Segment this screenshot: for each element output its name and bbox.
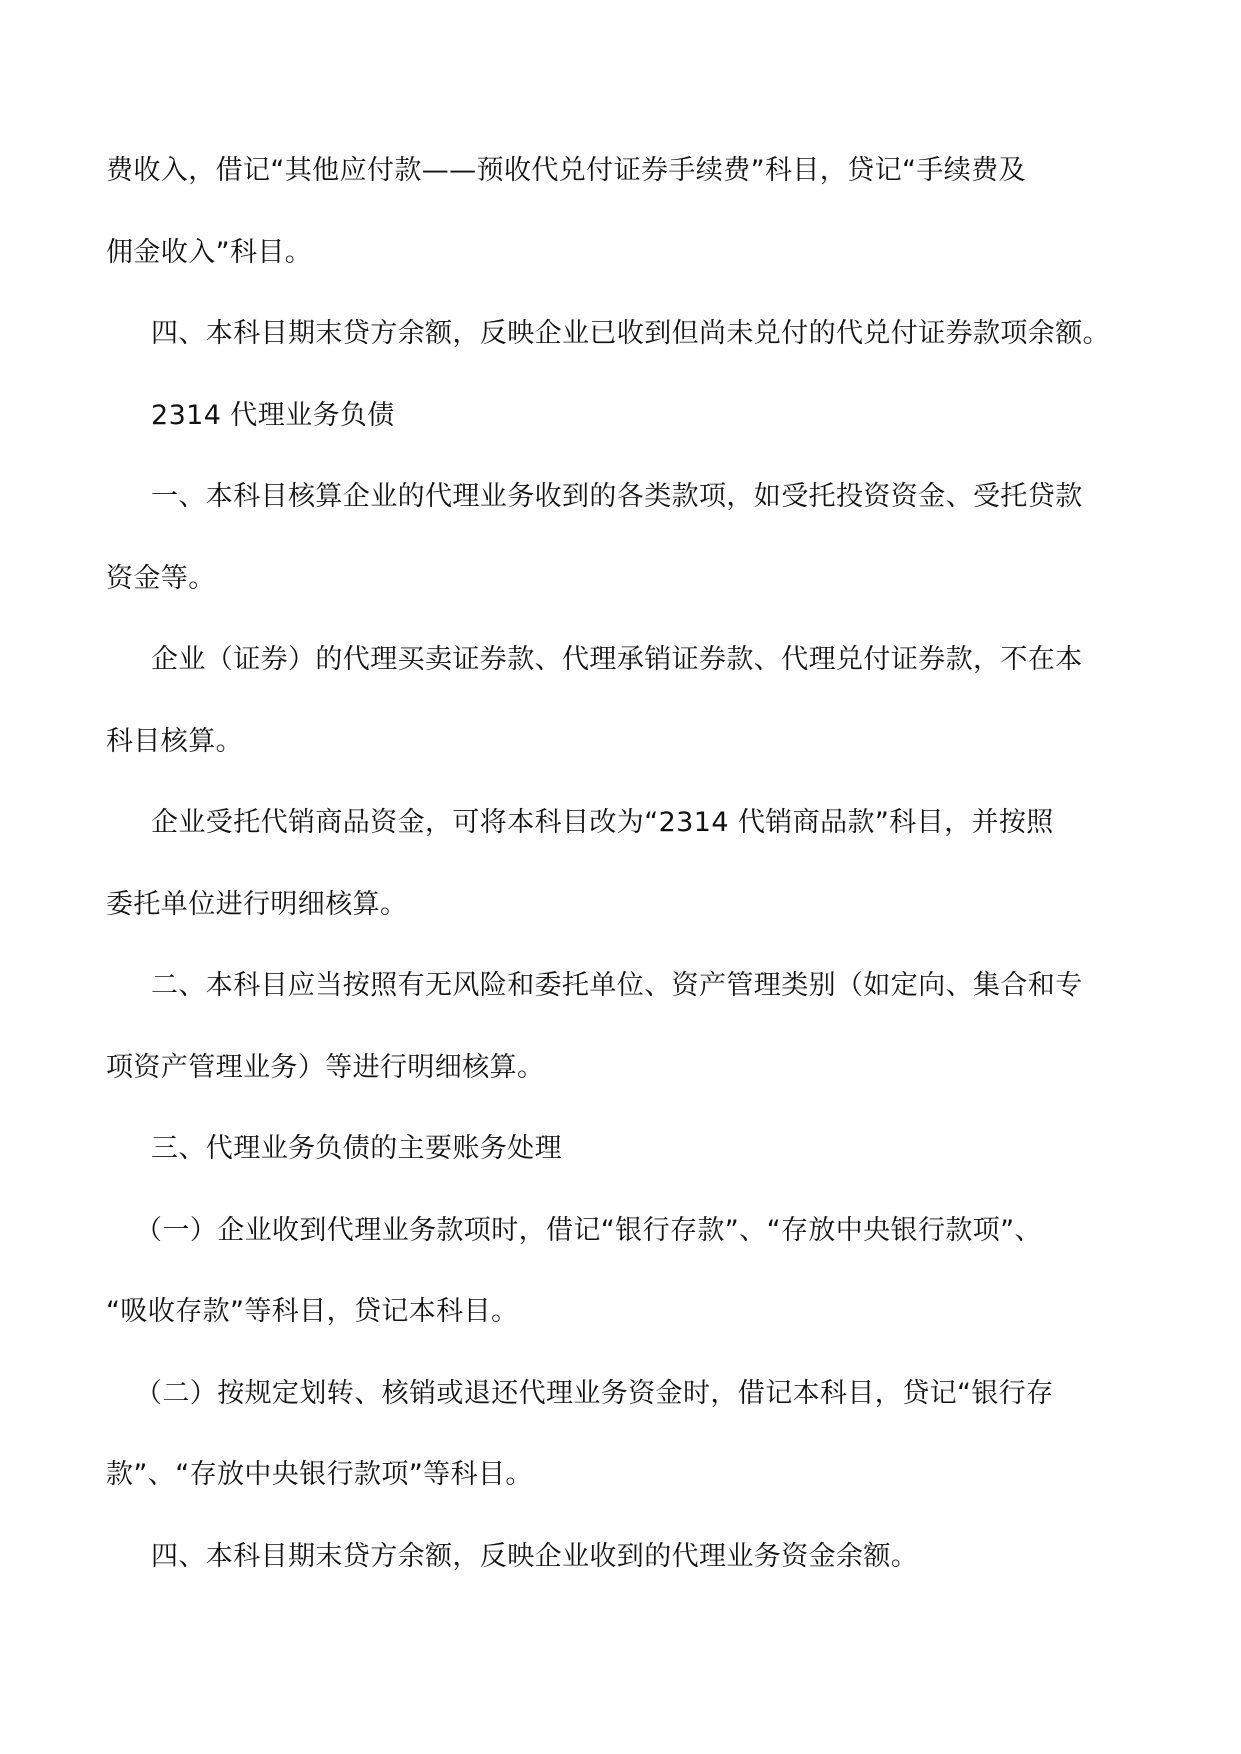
paragraph-line: 企业受托代销商品资金，可将本科目改为“2314 代销商品款”科目，并按照 <box>151 807 1054 838</box>
paragraph-line: “吸收存款”等科目，贷记本科目。 <box>106 1296 519 1327</box>
paragraph-line: （一）企业收到代理业务款项时，借记“银行存款”、“存放中央银行款项”、 <box>135 1214 1042 1246</box>
paragraph-line: 一、本科目核算企业的代理业务收到的各类款项，如受托投资资金、受托贷款 <box>151 481 1083 512</box>
paragraph-line: 科目核算。 <box>106 725 243 757</box>
paragraph-line: 二、本科目应当按照有无风险和委托单位、资产管理类别（如定向、集合和专 <box>151 970 1083 1001</box>
paragraph-line: 四、本科目期末贷方余额，反映企业收到的代理业务资金余额。 <box>151 1540 919 1572</box>
paragraph-line: 三、代理业务负债的主要账务处理 <box>151 1133 562 1164</box>
paragraph-line: 款”、“存放中央银行款项”等科目。 <box>106 1459 533 1490</box>
paragraph-line: 佣金收入”科目。 <box>106 236 313 268</box>
paragraph-line: 委托单位进行明细核算。 <box>106 888 408 920</box>
paragraph-line: 资金等。 <box>106 562 216 594</box>
section-heading: 2314 代理业务负债 <box>151 399 395 431</box>
paragraph-line: 四、本科目期末贷方余额，反映企业已收到但尚未兑付的代兑付证券款项余额。 <box>151 318 1110 349</box>
paragraph-line: 项资产管理业务）等进行明细核算。 <box>106 1051 545 1083</box>
paragraph-line: 企业（证券）的代理买卖证券款、代理承销证券款、代理兑付证券款，不在本 <box>151 644 1083 675</box>
paragraph-line: 费收入，借记“其他应付款——预收代兑付证券手续费”科目，贷记“手续费及 <box>106 155 1026 186</box>
document-body <box>106 150 1136 1617</box>
paragraph-line: （二）按规定划转、核销或退还代理业务资金时，借记本科目，贷记“银行存 <box>135 1377 1054 1409</box>
